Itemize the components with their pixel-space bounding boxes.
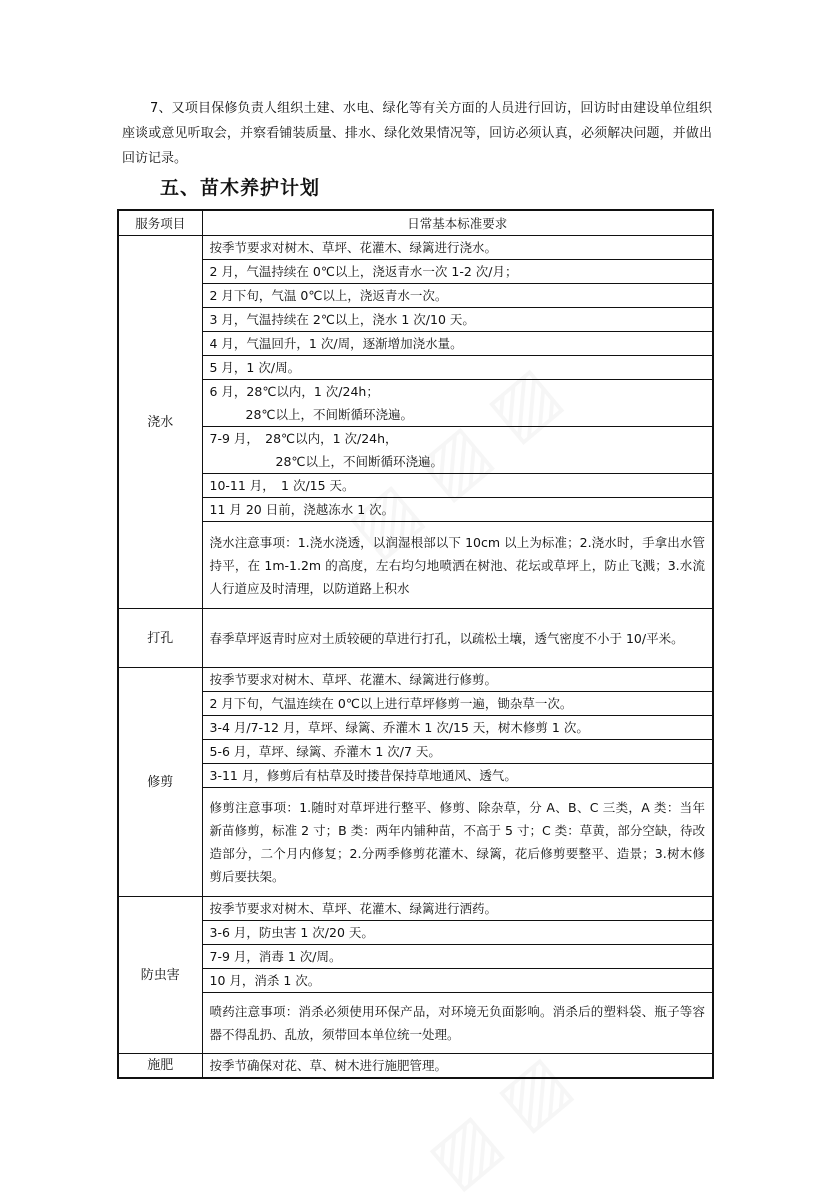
table-row (118, 788, 713, 897)
table-cell: 2 月，气温持续在 0℃以上，浇返青水一次 1-2 次/月； (202, 260, 713, 284)
table-row (118, 716, 713, 740)
pruning-note: 修剪注意事项：1.随时对草坪进行整平、修剪、除杂草，分 A、B、C 三类，A 类：当年新苗修剪，标准 2 寸；B 类：两年内铺种苗，不高于 5 寸；C 类：草黄，部分空缺，待改造部分，二个月内修复；2.分两季修剪花灌木、绿篱，花后修剪要整平、造景；3.树木修剪后要扶架。 (202, 788, 713, 897)
table-row (118, 498, 713, 522)
table-cell: 3 月，气温持续在 2℃以上，浇水 1 次/10 天。 (202, 308, 713, 332)
pest-note: 喷药注意事项：消杀必须使用环保产品，对环境无负面影响。消杀后的塑料袋、瓶子等容器不得乱扔、乱放，须带回本单位统一处理。 (202, 993, 713, 1054)
table-row (118, 260, 713, 284)
table-cell: 3-6 月，防虫害 1 次/20 天。 (202, 921, 713, 945)
aeration-text: 春季草坪返青时应对土质较硬的草进行打孔，以疏松土壤，透气密度不小于 10/平米。 (202, 609, 713, 668)
table-cell: 3-4 月/7-12 月，草坪、绿篱、乔灌木 1 次/15 天，树木修剪 1 次。 (202, 716, 713, 740)
table-row (118, 308, 713, 332)
julsep-line-1: 7-9 月， 28℃以内，1 次/24h， (209, 431, 398, 446)
table-row (118, 522, 713, 609)
table-cell: 5-6 月，草坪、绿篱、乔灌木 1 次/7 天。 (202, 740, 713, 764)
table-row (118, 236, 713, 260)
table-row (118, 740, 713, 764)
table-row (118, 609, 713, 668)
table-row (118, 921, 713, 945)
table-cell: 5 月，1 次/周。 (202, 356, 713, 380)
watering-note: 浇水注意事项：1.浇水浇透，以润湿根部以下 10cm 以上为标准；2.浇水时，手拿出水管持平，在 1m-1.2m 的高度，左右均匀地喷洒在树池、花坛或草坪上，防止飞溅；3.水流人行道应及时清理，以防道路上积水 (202, 522, 713, 609)
category-aeration: 打孔 (118, 609, 202, 668)
table-row (118, 356, 713, 380)
table-row (118, 284, 713, 308)
table-row (118, 1054, 713, 1079)
table-cell: 3-11 月，修剪后有枯草及时搂昔保持草地通风、透气。 (202, 764, 713, 788)
table-cell: 2 月下旬，气温连续在 0℃以上进行草坪修剪一遍，锄杂草一次。 (202, 692, 713, 716)
table-cell: 按季节要求对树木、草坪、花灌木、绿篱进行修剪。 (202, 668, 713, 692)
table-cell: 10 月，消杀 1 次。 (202, 969, 713, 993)
maintenance-plan-table (117, 209, 714, 1079)
table-row (118, 668, 713, 692)
june-line-2: 28℃以上，不间断循环浇遍。 (245, 407, 413, 422)
header-service-item: 服务项目 (118, 210, 202, 236)
table-row (118, 764, 713, 788)
table-row (118, 945, 713, 969)
table-cell: 4 月，气温回升，1 次/周，逐渐增加浇水量。 (202, 332, 713, 356)
fertilize-text: 按季节确保对花、草、树木进行施肥管理。 (202, 1054, 713, 1079)
june-line-1: 6 月，28℃以内，1 次/24h； (209, 384, 379, 399)
category-pruning: 修剪 (118, 668, 202, 897)
table-row (118, 692, 713, 716)
category-watering: 浇水 (118, 236, 202, 609)
table-cell: 11 月 20 日前，浇越冻水 1 次。 (202, 498, 713, 522)
intro-paragraph: 7、又项目保修负责人组织土建、水电、绿化等有关方面的人员进行回访，回访时由建设单位组织座谈或意见听取会，并察看铺装质量、排水、绿化效果情况等，回访必须认真，必须解决问题，并做出回访记录。 (122, 101, 712, 166)
table-cell: 2 月下旬，气温 0℃以上，浇返青水一次。 (202, 284, 713, 308)
header-requirements: 日常基本标准要求 (202, 210, 713, 236)
category-pest-control: 防虫害 (118, 897, 202, 1054)
table-row (118, 897, 713, 921)
table-cell: 7-9 月，消毒 1 次/周。 (202, 945, 713, 969)
table-cell: 按季节要求对树木、草坪、花灌木、绿篱进行洒药。 (202, 897, 713, 921)
table-cell (202, 380, 713, 427)
table-cell (202, 427, 713, 474)
category-fertilizing: 施肥 (118, 1054, 202, 1079)
table-cell: 按季节要求对树木、草坪、花灌木、绿篱进行浇水。 (202, 236, 713, 260)
table-header-row (118, 210, 713, 236)
table-row (118, 380, 713, 427)
table-row (118, 332, 713, 356)
table-row (118, 474, 713, 498)
table-cell: 10-11 月， 1 次/15 天。 (202, 474, 713, 498)
julsep-line-2: 28℃以上，不间断循环浇遍。 (275, 454, 443, 469)
table-row (118, 993, 713, 1054)
table-row (118, 427, 713, 474)
table-row (118, 969, 713, 993)
section-title: 五、苗木养护计划 (160, 177, 321, 199)
